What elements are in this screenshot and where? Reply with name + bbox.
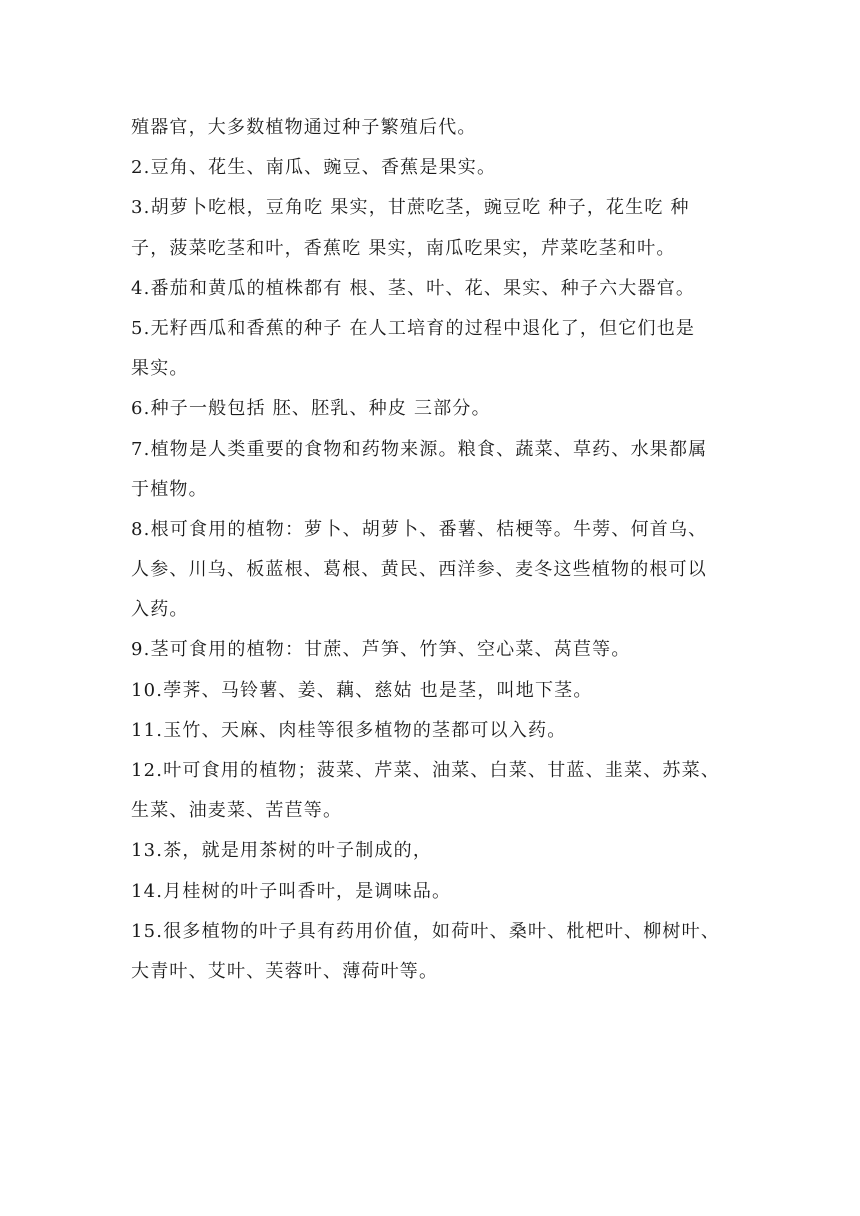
text-line: 于植物。 — [131, 478, 208, 500]
text-line: 10.荸荠、马铃薯、姜、藕、慈姑 也是茎，叫地下茎。 — [131, 679, 593, 701]
text-line: 入药。 — [131, 599, 189, 621]
text-line: 11.玉竹、天麻、肉桂等很多植物的茎都可以入药。 — [131, 719, 567, 741]
document-body — [131, 108, 736, 992]
text-line: 13.茶，就是用茶树的叶子制成的， — [131, 840, 433, 862]
text-line: 5.无籽西瓜和香蕉的种子 在人工培育的过程中退化了，但它们也是 — [131, 317, 696, 339]
text-line: 12.叶可食用的植物；菠菜、芹菜、油菜、白菜、甘蓝、韭菜、苏菜、 — [131, 760, 721, 781]
text-line: 3.胡萝卜吃根，豆角吃 果实，甘蔗吃茎，豌豆吃 种子，花生吃 种 — [131, 197, 690, 219]
text-line: 2.豆角、花生、南瓜、豌豆、香蕉是果实。 — [131, 157, 497, 179]
text-line: 子，菠菜吃茎和叶，香蕉吃 果实，南瓜吃果实，芹菜吃茎和叶。 — [131, 237, 676, 259]
text-line: 生菜、油麦菜、苦苣等。 — [131, 800, 343, 822]
text-line: 人参、川乌、板蓝根、葛根、黄民、西洋参、麦冬这些植物的根可以 — [131, 559, 707, 581]
text-line: 7.植物是人类重要的食物和药物来源。粮食、蔬菜、草药、水果都属 — [131, 438, 708, 460]
text-line: 9.茎可食用的植物：甘蔗、芦笋、竹笋、空心菜、莴苣等。 — [131, 639, 631, 661]
text-line: 14.月桂树的叶子叫香叶，是调味品。 — [131, 880, 452, 902]
text-line: 果实。 — [131, 358, 189, 380]
text-line: 6.种子一般包括 胚、胚乳、种皮 三部分。 — [131, 398, 491, 420]
text-line: 大青叶、艾叶、芙蓉叶、薄荷叶等。 — [131, 960, 439, 982]
text-line: 殖器官，大多数植物通过种子繁殖后代。 — [131, 117, 477, 138]
text-line: 8.根可食用的植物：萝卜、胡萝卜、番薯、桔梗等。牛蒡、何首乌、 — [131, 518, 708, 540]
text-line: 15.很多植物的叶子具有药用价值，如荷叶、桑叶、枇杷叶、柳树叶、 — [131, 920, 721, 942]
text-line: 4.番茄和黄瓜的植株都有 根、茎、叶、花、果实、种子六大器官。 — [131, 277, 696, 299]
